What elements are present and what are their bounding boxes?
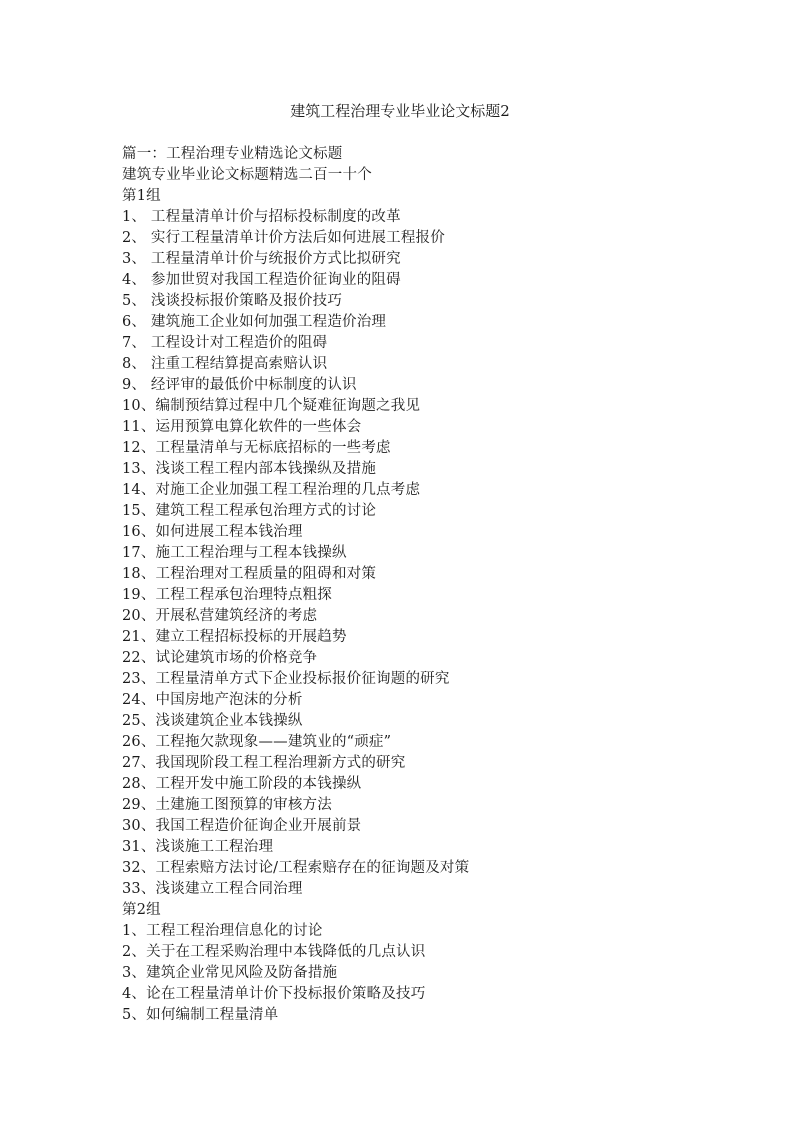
list-item: 20、开展私营建筑经济的考虑 bbox=[122, 608, 318, 624]
list-item: 22、试论建筑市场的价格竞争 bbox=[122, 650, 318, 666]
list-item: 2、 实行工程量清单计价方法后如何进展工程报价 bbox=[122, 230, 445, 246]
list-item: 1、工程工程治理信息化的讨论 bbox=[122, 923, 323, 939]
list-item: 30、我国工程造价征询企业开展前景 bbox=[122, 818, 362, 834]
list-item: 21、建立工程招标投标的开展趋势 bbox=[122, 629, 347, 645]
list-item: 31、浅谈施工工程治理 bbox=[122, 839, 274, 855]
list-item: 17、施工工程治理与工程本钱操纵 bbox=[122, 545, 347, 561]
list-item: 28、工程开发中施工阶段的本钱操纵 bbox=[122, 776, 362, 792]
list-item: 4、论在工程量清单计价下投标报价策略及技巧 bbox=[122, 986, 426, 1002]
list-item: 14、对施工企业加强工程工程治理的几点考虑 bbox=[122, 482, 421, 498]
list-item: 18、工程治理对工程质量的阻碍和对策 bbox=[122, 566, 377, 582]
list-item: 24、中国房地产泡沫的分析 bbox=[122, 692, 303, 708]
list-item: 32、工程索赔方法讨论/工程索赔存在的征询题及对策 bbox=[122, 860, 470, 876]
list-item: 15、建筑工程工程承包治理方式的讨论 bbox=[122, 503, 377, 519]
list-item: 5、如何编制工程量清单 bbox=[122, 1007, 279, 1023]
list-item: 29、土建施工图预算的审核方法 bbox=[122, 797, 332, 813]
title-list bbox=[122, 921, 722, 1026]
document-title: 建筑工程治理专业毕业论文标题2 bbox=[290, 102, 510, 120]
list-item: 25、浅谈建筑企业本钱操纵 bbox=[122, 713, 303, 729]
list-item: 9、 经评审的最低价中标制度的认识 bbox=[122, 377, 357, 393]
group-container bbox=[122, 186, 722, 1026]
document-subtitle: 建筑专业毕业论文标题精选二百一十个 bbox=[122, 167, 372, 183]
list-item: 11、运用预算电算化软件的一些体会 bbox=[122, 419, 362, 435]
list-item: 27、我国现阶段工程工程治理新方式的研究 bbox=[122, 755, 406, 771]
group-label: 第1组 bbox=[122, 188, 161, 204]
list-item: 3、 工程量清单计价与统报价方式比拟研究 bbox=[122, 251, 401, 267]
list-item: 3、建筑企业常见风险及防备措施 bbox=[122, 965, 338, 981]
list-item: 23、工程量清单方式下企业投标报价征询题的研究 bbox=[122, 671, 450, 687]
list-item: 13、浅谈工程工程内部本钱操纵及措施 bbox=[122, 461, 377, 477]
document-body bbox=[122, 144, 722, 1026]
list-item: 2、关于在工程采购治理中本钱降低的几点认识 bbox=[122, 944, 426, 960]
list-item: 8、 注重工程结算提高索赔认识 bbox=[122, 356, 328, 372]
section-heading: 篇一：工程治理专业精选论文标题 bbox=[122, 146, 343, 162]
list-item: 19、工程工程承包治理特点粗探 bbox=[122, 587, 332, 603]
list-item: 26、工程拖欠款现象——建筑业的“顽症” bbox=[122, 734, 392, 750]
list-item: 12、工程量清单与无标底招标的一些考虑 bbox=[122, 440, 391, 456]
group-label: 第2组 bbox=[122, 902, 161, 918]
list-item: 1、 工程量清单计价与招标投标制度的改革 bbox=[122, 209, 401, 225]
list-item: 4、 参加世贸对我国工程造价征询业的阻碍 bbox=[122, 272, 401, 288]
list-item: 33、浅谈建立工程合同治理 bbox=[122, 881, 303, 897]
list-item: 10、编制预结算过程中几个疑难征询题之我见 bbox=[122, 398, 421, 414]
list-item: 6、 建筑施工企业如何加强工程造价治理 bbox=[122, 314, 387, 330]
title-list bbox=[122, 207, 722, 900]
list-item: 16、如何进展工程本钱治理 bbox=[122, 524, 303, 540]
list-item: 7、 工程设计对工程造价的阻碍 bbox=[122, 335, 328, 351]
list-item: 5、 浅谈投标报价策略及报价技巧 bbox=[122, 293, 343, 309]
